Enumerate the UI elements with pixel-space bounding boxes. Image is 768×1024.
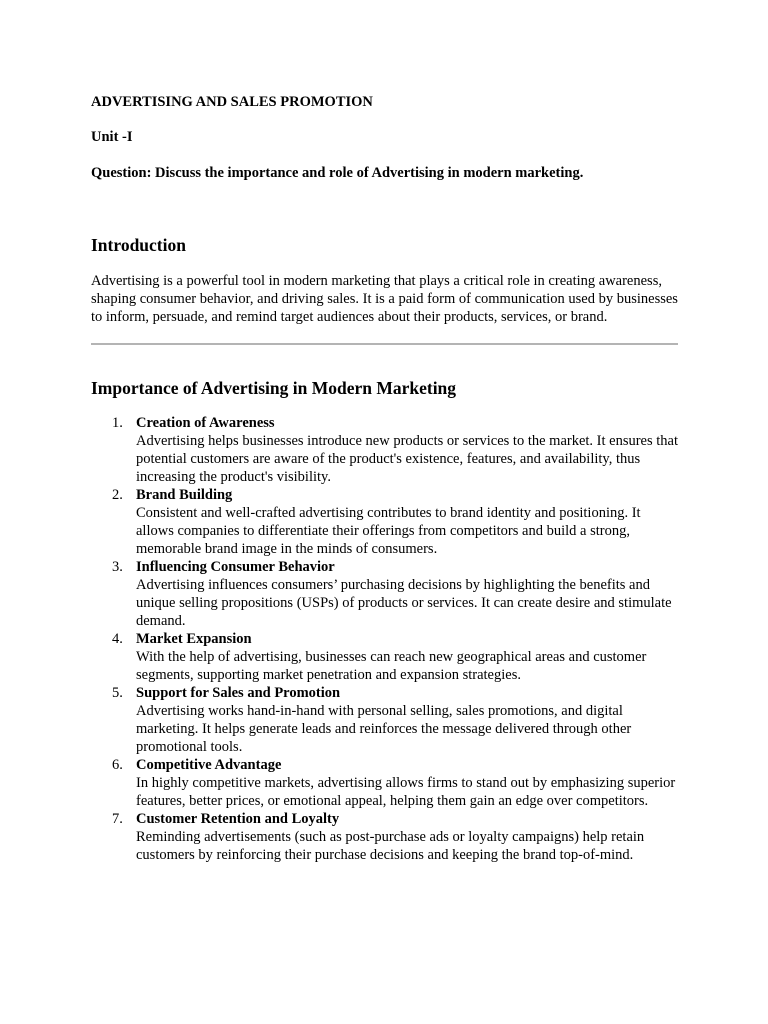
- importance-list: [91, 414, 678, 864]
- list-item-title: Creation of Awareness: [136, 415, 275, 431]
- list-item-description: Advertising helps businesses introduce new products or services to the market. It ensures that potential customers are aware of the product's existence, features, and availability, thus increasing the product's visibility.: [136, 433, 679, 485]
- document-page: [91, 93, 678, 864]
- list-item-number: 2.: [112, 487, 123, 503]
- importance-heading: Importance of Advertising in Modern Marketing: [91, 378, 457, 398]
- list-item-title: Competitive Advantage: [136, 757, 282, 773]
- list-item-title: Brand Building: [136, 487, 233, 503]
- list-item-description: In highly competitive markets, advertising allows firms to stand out by emphasizing superior features, better prices, or emotional appeal, helping them gain an edge over competitors.: [136, 775, 676, 809]
- list-item-number: 7.: [112, 811, 123, 827]
- introduction-heading: Introduction: [91, 235, 186, 255]
- list-item: [91, 756, 678, 810]
- course-title: ADVERTISING AND SALES PROMOTION: [91, 94, 373, 110]
- unit-label: Unit -I: [91, 129, 133, 145]
- list-item: [91, 810, 678, 864]
- list-item: [91, 684, 678, 756]
- list-item: [91, 558, 678, 630]
- list-item-description: Reminding advertisements (such as post-purchase ads or loyalty campaigns) help retain customers by reinforcing their purchase decisions and keeping the brand top-of-mind.: [136, 829, 645, 863]
- section-divider: [91, 343, 678, 345]
- list-item-number: 4.: [112, 631, 123, 647]
- introduction-paragraph: Advertising is a powerful tool in modern marketing that plays a critical role in creating awareness, shaping consumer behavior, and driving sales. It is a paid form of communication used by businesses to inform, persuade, and remind target audiences about their products, services, or brand.: [91, 273, 678, 325]
- list-item-title: Support for Sales and Promotion: [136, 685, 341, 701]
- list-item-number: 3.: [112, 559, 123, 575]
- list-item-description: With the help of advertising, businesses can reach new geographical areas and customer segments, supporting market penetration and expansion strategies.: [136, 649, 647, 683]
- list-item: [91, 414, 678, 486]
- list-item: [91, 486, 678, 558]
- list-item-description: Advertising influences consumers’ purchasing decisions by highlighting the benefits and unique selling propositions (USPs) of products or services. It can create desire and stimulate demand.: [136, 577, 672, 629]
- list-item-title: Customer Retention and Loyalty: [136, 811, 340, 827]
- question-text: Question: Discuss the importance and role of Advertising in modern marketing.: [91, 165, 584, 181]
- list-item-number: 5.: [112, 685, 123, 701]
- list-item: [91, 630, 678, 684]
- list-item-description: Consistent and well-crafted advertising contributes to brand identity and positioning. It allows companies to differentiate their offerings from competitors and build a strong, memorable brand image in the minds of consumers.: [136, 505, 641, 557]
- list-item-description: Advertising works hand-in-hand with personal selling, sales promotions, and digital marketing. It helps generate leads and reinforces the message delivered through other promotional tools.: [136, 703, 632, 755]
- list-item-number: 6.: [112, 757, 123, 773]
- list-item-title: Influencing Consumer Behavior: [136, 559, 335, 575]
- list-item-number: 1.: [112, 415, 123, 431]
- list-item-title: Market Expansion: [136, 631, 252, 647]
